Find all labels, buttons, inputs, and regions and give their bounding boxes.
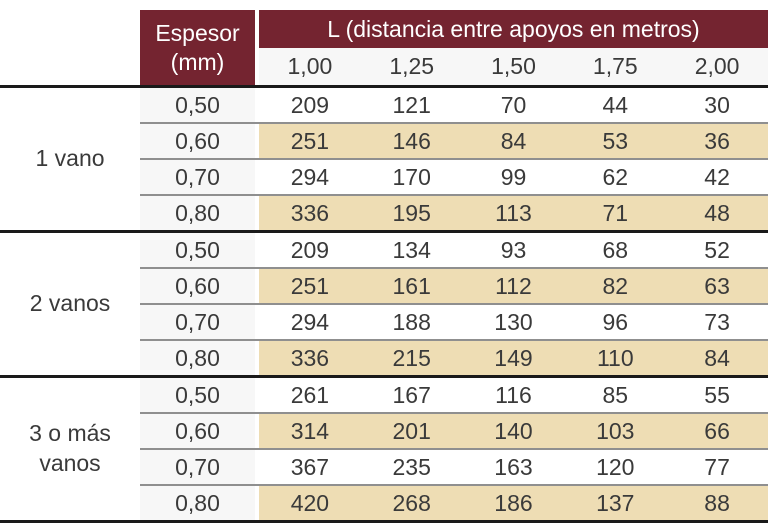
value-cell: 209 bbox=[259, 88, 361, 122]
distance-subheader-row bbox=[259, 48, 768, 85]
group-label: 2 vanos bbox=[29, 290, 111, 317]
value-cell: 367 bbox=[259, 450, 361, 484]
value-cell: 70 bbox=[463, 88, 565, 122]
espesor-cell: 0,60 bbox=[140, 124, 255, 158]
espesor-column-header bbox=[140, 10, 255, 85]
value-cell: 73 bbox=[666, 305, 768, 339]
value-cell: 93 bbox=[463, 233, 565, 267]
value-cell: 66 bbox=[666, 414, 768, 448]
row-group-3-o-mas-vanos bbox=[0, 378, 768, 520]
value-cell: 96 bbox=[564, 305, 666, 339]
espesor-cell: 0,50 bbox=[140, 233, 255, 267]
table-row bbox=[140, 412, 768, 448]
table-row bbox=[140, 339, 768, 375]
value-cell: 48 bbox=[666, 196, 768, 230]
value-cell: 52 bbox=[666, 233, 768, 267]
group-rows bbox=[140, 378, 768, 520]
value-cell: 336 bbox=[259, 196, 361, 230]
value-cell: 62 bbox=[564, 160, 666, 194]
value-cell: 55 bbox=[666, 378, 768, 412]
row-group-2-vanos bbox=[0, 233, 768, 375]
value-cell: 88 bbox=[666, 486, 768, 520]
header-corner-spacer bbox=[0, 10, 140, 85]
espesor-header-line2: (mm) bbox=[170, 48, 225, 75]
value-cell: 110 bbox=[564, 341, 666, 375]
value-cell: 314 bbox=[259, 414, 361, 448]
column-header: 1,00 bbox=[287, 53, 333, 79]
table-row bbox=[140, 267, 768, 303]
espesor-cell: 0,50 bbox=[140, 378, 255, 412]
value-cell: 71 bbox=[564, 196, 666, 230]
group-rows bbox=[140, 233, 768, 375]
value-cell: 268 bbox=[361, 486, 463, 520]
espesor-cell: 0,80 bbox=[140, 486, 255, 520]
value-cell: 336 bbox=[259, 341, 361, 375]
value-cell: 120 bbox=[564, 450, 666, 484]
value-cell: 161 bbox=[361, 269, 463, 303]
row-group-1-vano bbox=[0, 88, 768, 230]
table-row bbox=[140, 303, 768, 339]
value-cell: 137 bbox=[564, 486, 666, 520]
value-cell: 163 bbox=[463, 450, 565, 484]
column-header: 1,75 bbox=[592, 53, 638, 79]
value-cell: 30 bbox=[666, 88, 768, 122]
value-cell: 36 bbox=[666, 124, 768, 158]
column-header: 1,25 bbox=[389, 53, 435, 79]
value-cell: 84 bbox=[666, 341, 768, 375]
value-cell: 209 bbox=[259, 233, 361, 267]
table-row bbox=[140, 448, 768, 484]
value-cell: 130 bbox=[463, 305, 565, 339]
value-cell: 85 bbox=[564, 378, 666, 412]
table-row bbox=[140, 158, 768, 194]
value-cell: 53 bbox=[564, 124, 666, 158]
group-label: 1 vano bbox=[35, 145, 105, 172]
espesor-cell: 0,70 bbox=[140, 450, 255, 484]
group-rows bbox=[140, 88, 768, 230]
value-cell: 77 bbox=[666, 450, 768, 484]
value-cell: 235 bbox=[361, 450, 463, 484]
value-cell: 188 bbox=[361, 305, 463, 339]
table-row bbox=[140, 378, 768, 412]
distance-group-header: L (distancia entre apoyos en metros) bbox=[259, 10, 768, 48]
table-row bbox=[140, 88, 768, 122]
value-cell: 261 bbox=[259, 378, 361, 412]
value-cell: 140 bbox=[463, 414, 565, 448]
table-bottom-border bbox=[0, 520, 768, 523]
value-cell: 195 bbox=[361, 196, 463, 230]
value-cell: 134 bbox=[361, 233, 463, 267]
table-row bbox=[140, 122, 768, 158]
value-cell: 103 bbox=[564, 414, 666, 448]
espesor-cell: 0,60 bbox=[140, 269, 255, 303]
value-cell: 82 bbox=[564, 269, 666, 303]
group-label: 3 o más vanos bbox=[29, 420, 111, 476]
value-cell: 116 bbox=[463, 378, 565, 412]
value-cell: 201 bbox=[361, 414, 463, 448]
espesor-cell: 0,60 bbox=[140, 414, 255, 448]
value-cell: 84 bbox=[463, 124, 565, 158]
table-row bbox=[140, 194, 768, 230]
espesor-cell: 0,70 bbox=[140, 160, 255, 194]
value-cell: 420 bbox=[259, 486, 361, 520]
value-cell: 99 bbox=[463, 160, 565, 194]
value-cell: 68 bbox=[564, 233, 666, 267]
value-cell: 42 bbox=[666, 160, 768, 194]
value-cell: 294 bbox=[259, 160, 361, 194]
value-cell: 251 bbox=[259, 124, 361, 158]
value-cell: 294 bbox=[259, 305, 361, 339]
table-row bbox=[140, 484, 768, 520]
espesor-header-line1: Espesor bbox=[155, 19, 240, 46]
value-cell: 149 bbox=[463, 341, 565, 375]
value-cell: 215 bbox=[361, 341, 463, 375]
espesor-cell: 0,70 bbox=[140, 305, 255, 339]
value-cell: 113 bbox=[463, 196, 565, 230]
table-row bbox=[140, 233, 768, 267]
distance-header-block bbox=[259, 10, 768, 85]
espesor-cell: 0,50 bbox=[140, 88, 255, 122]
value-cell: 63 bbox=[666, 269, 768, 303]
value-cell: 251 bbox=[259, 269, 361, 303]
column-header: 1,50 bbox=[491, 53, 536, 79]
espesor-cell: 0,80 bbox=[140, 196, 255, 230]
value-cell: 146 bbox=[361, 124, 463, 158]
value-cell: 186 bbox=[463, 486, 565, 520]
value-cell: 167 bbox=[361, 378, 463, 412]
table-header bbox=[0, 10, 768, 85]
value-cell: 170 bbox=[361, 160, 463, 194]
espesor-cell: 0,80 bbox=[140, 341, 255, 375]
column-header: 2,00 bbox=[694, 53, 740, 79]
value-cell: 121 bbox=[361, 88, 463, 122]
value-cell: 112 bbox=[463, 269, 565, 303]
value-cell: 44 bbox=[564, 88, 666, 122]
